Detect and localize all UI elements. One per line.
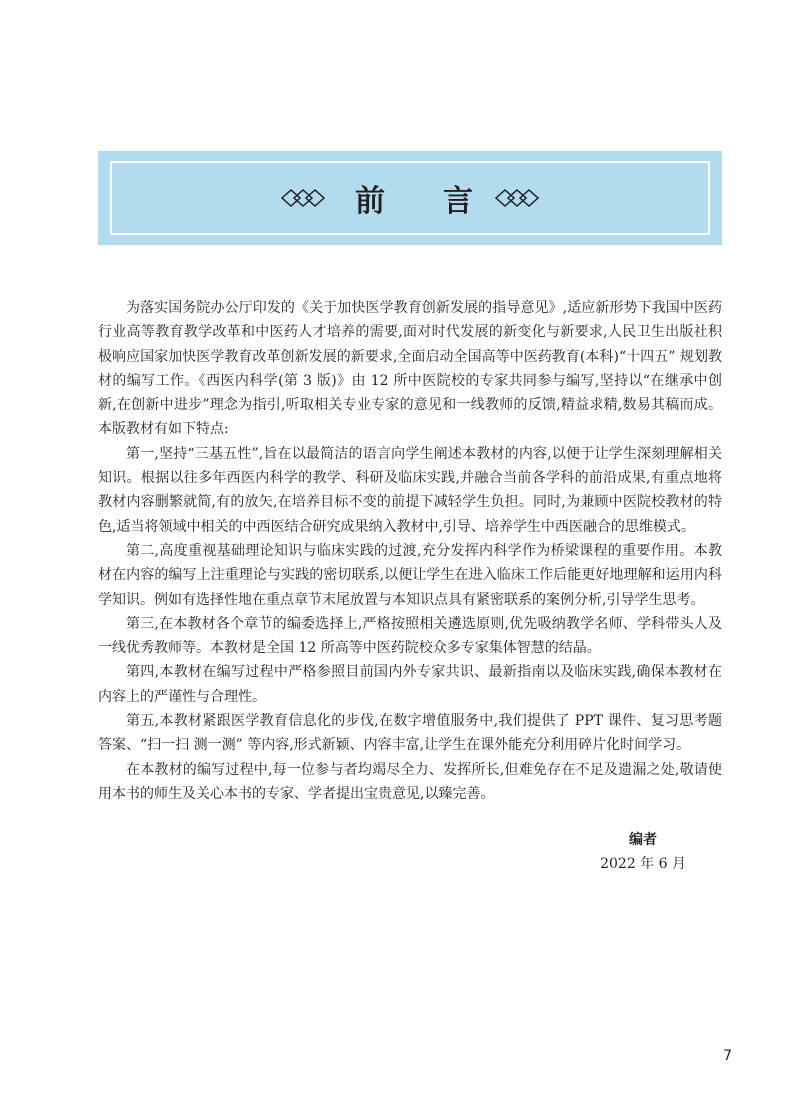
- paragraph-intro: 为落实国务院办公厅印发的《关于加快医学教育创新发展的指导意见》,适应新形势下我国中医药行业高等教育教学改革和中医药人才培养的需要,面对时代发展的新变化与新要求,人民卫生出版社积极响应国家加快医学教育改革创新发展的新要求,全面启动全国高等中医药教育(本科)“十四五” 规划教材的编写工作。《西医内科学(第 3 版)》由 12 所中医院校的专家共同参与编写,坚持以“在继承中创新,在创新中进步”理念为指引,听取相关专业专家的意见和一线教师的反馈,精益求精,数易其稿而成。本版教材有如下特点:: [98, 300, 722, 438]
- title-frame: [110, 161, 710, 235]
- paragraph-closing: 在本教材的编写过程中,每一位参与者均竭尽全力、发挥所长,但难免存在不足及遗漏之处,敬请使用本书的师生及关心本书的专家、学者提出宝贵意见,以臻完善。: [98, 761, 722, 802]
- diamond-ornament-icon: [495, 188, 539, 208]
- title-banner: [98, 151, 722, 245]
- paragraph-point-3: 第三,在本教材各个章节的编委选择上,严格按照相关遴选原则,优先吸纳教学名师、学科带头人及一线优秀教师等。本教材是全国 12 所高等中医药院校众多专家集体智慧的结晶。: [98, 615, 722, 657]
- paragraph-point-1: 第一,坚持“三基五性”,旨在以最简洁的语言向学生阐述本教材的内容,以便于让学生深刻理解相关知识。根据以往多年西医内科学的教学、科研及临床实践,并融合当前各学科的前沿成果,有重点地将教材内容删繁就简,有的放矢,在培养目标不变的前提下减轻学生负担。同时,为兼顾中医院校教材的特色,适当将领域中相关的中西医结合研究成果纳入教材中,引导、培养学生中西医融合的思维模式。: [98, 445, 722, 535]
- diamond-ornament-icon: [281, 188, 325, 208]
- page-number: 7: [723, 1048, 732, 1064]
- signature-author: 编者: [629, 832, 658, 848]
- signature-block: [600, 828, 686, 876]
- preface-body: [98, 296, 722, 806]
- page-title: 前言: [355, 184, 531, 219]
- paragraph-point-5: 第五,本教材紧跟医学教育信息化的步伐,在数字增值服务中,我们提供了 PPT 课件、复习思考题答案、“扫一扫 测一测” 等内容,形式新颖、内容丰富,让学生在课外能充分利用碎片化时间学习。: [98, 713, 722, 754]
- paragraph-point-4: 第四,本教材在编写过程中严格参照目前国内外专家共识、最新指南以及临床实践,确保本教材在内容上的严谨性与合理性。: [98, 664, 722, 705]
- signature-date: 2022 年 6 月: [600, 856, 686, 872]
- paragraph-point-2: 第二,高度重视基础理论知识与临床实践的过渡,充分发挥内科学作为桥梁课程的重要作用。本教材在内容的编写上注重理论与实践的密切联系,以便让学生在进入临床工作后能更好地理解和运用内科学知识。例如有选择性地在重点章节末尾放置与本知识点具有紧密联系的案例分析,引导学生思考。: [98, 542, 722, 608]
